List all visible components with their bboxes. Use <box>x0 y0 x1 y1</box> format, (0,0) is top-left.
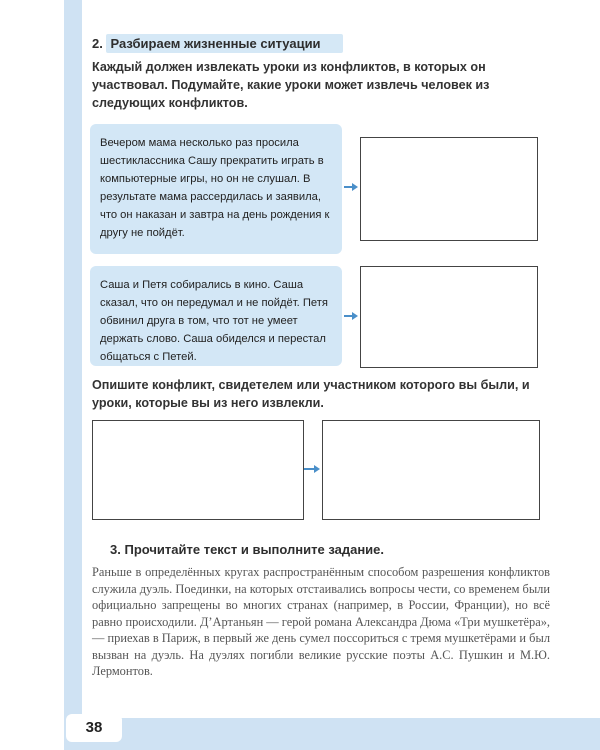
section-2-heading <box>92 36 343 51</box>
section-3-number: 3. <box>110 542 121 557</box>
own-conflict-arrow-icon <box>304 468 318 470</box>
case-1-answer-box[interactable] <box>360 137 538 241</box>
case-1-arrow-icon <box>344 186 356 188</box>
section-3-text: Раньше в определённых кругах распространённым способом разрешения конфликтов служила дуэль. Поединки, на которых отстаивались вопросы чести, со временем были официально запрещены во многих странах (например, в России, Франции), но всё равно происходили. Д’Артаньян — герой романа Александра Дюма «Три мушкетёра», — приехав в Париж, в первый же день сумел поссориться с тремя мушкетёрами и был вызван на дуэль. На дуэлях погибли великие русские поэты А.С. Пушкин и М.Ю. Лермонтов. <box>92 565 550 678</box>
section-2-task: Опишите конфликт, свидетелем или участником которого вы были, и уроки, которые вы из него извлекли. <box>92 378 530 410</box>
section-2-instruction: Каждый должен извлекать уроки из конфликтов, в которых он участвовал. Подумайте, какие уроки может извлечь человек из следующих конфликтов. <box>92 60 490 110</box>
case-2: Саша и Петя собирались в кино. Саша сказал, что он передумал и не пойдёт. Петя обвинил друга в том, что тот не умеет держать слово. Саша обиделся и перестал общаться с Петей. <box>90 266 342 366</box>
page-side-stripe <box>64 0 82 750</box>
page-bottom-stripe <box>64 718 600 750</box>
own-conflict-box[interactable] <box>92 420 304 520</box>
own-lessons-box[interactable] <box>322 420 540 520</box>
section-3-heading <box>110 542 384 557</box>
page-number: 38 <box>66 714 122 742</box>
case-2-answer-box[interactable] <box>360 266 538 368</box>
case-2-arrow-icon <box>344 315 356 317</box>
section-3-title: Прочитайте текст и выполните задание. <box>124 542 385 557</box>
section-2-number: 2. <box>92 36 103 51</box>
case-1: Вечером мама несколько раз просила шестиклассника Сашу прекратить играть в компьютерные игры, но он не слушал. В результате мама рассердилась и заявила, что он наказан и завтра на день рождения к другу не пойдёт. <box>90 124 342 254</box>
section-2-title: Разбираем жизненные ситуации <box>106 34 342 53</box>
